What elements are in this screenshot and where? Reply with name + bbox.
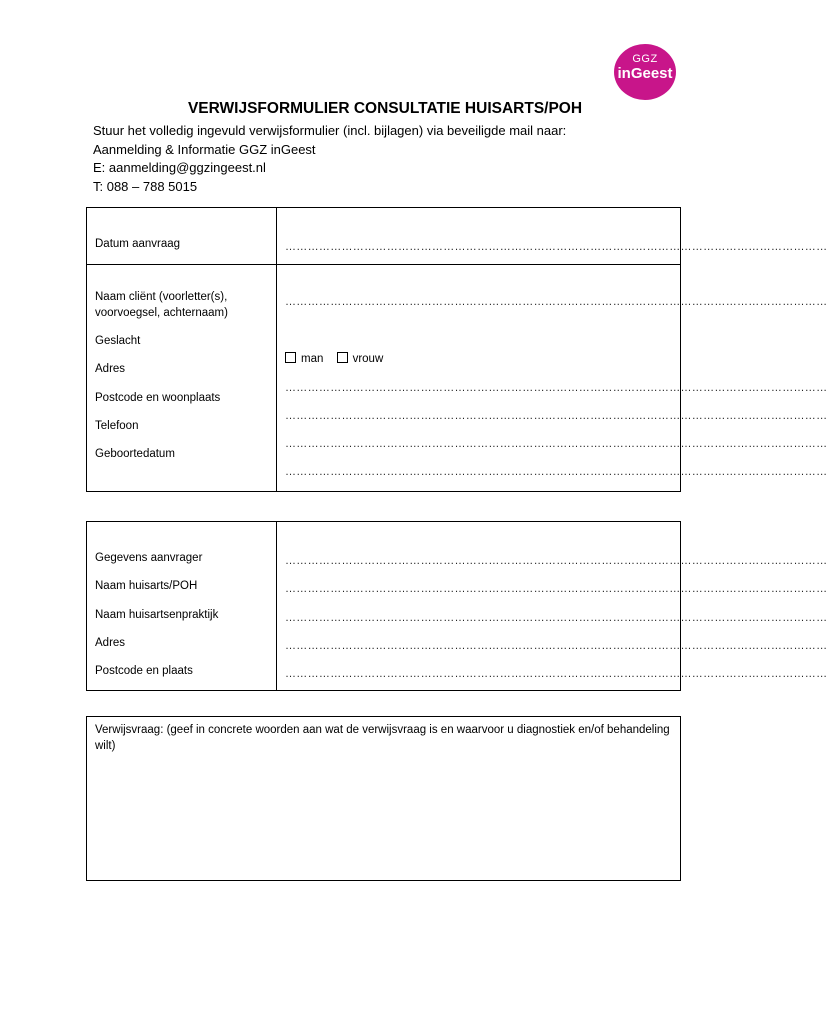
checkbox-icon[interactable] xyxy=(285,352,296,363)
postcode-woonplaats-field[interactable]: ……………………………………………………………………………………………………………………………… xyxy=(285,410,827,422)
adres-label: Adres xyxy=(95,363,126,375)
ggz-ingeest-logo xyxy=(614,44,676,100)
logo-text-ggz: GGZ xyxy=(632,53,658,65)
telefoon-label: Telefoon xyxy=(95,420,139,432)
logo-text-ingeest: inGeest xyxy=(617,65,673,82)
page-title: VERWIJSFORMULIER CONSULTATIE HUISARTS/POH xyxy=(187,100,583,117)
datum-aanvraag-label: Datum aanvraag xyxy=(95,238,181,250)
geslacht-label: Geslacht xyxy=(95,335,141,347)
gegevens-aanvrager-label: Gegevens aanvrager xyxy=(95,552,203,564)
praktijk-postcode-field[interactable]: ……………………………………………………………………………………………………………………………… xyxy=(285,668,827,680)
praktijk-postcode-label: Postcode en plaats xyxy=(95,665,193,677)
requester-table-column-divider xyxy=(276,521,277,691)
client-table-row-divider xyxy=(86,264,681,265)
gegevens-aanvrager-field[interactable]: ……………………………………………………………………………………………………………………………… xyxy=(285,555,827,567)
datum-aanvraag-field[interactable]: ……………………………………………………………………………………………………………………………… xyxy=(285,241,827,253)
geboortedatum-field[interactable]: ……………………………………………………………………………………………………………………………… xyxy=(285,466,827,478)
intro-department: Aanmelding & Informatie GGZ inGeest xyxy=(93,141,316,157)
intro-phone: T: 088 – 788 5015 xyxy=(93,178,198,194)
naam-client-label-line1: Naam cliënt (voorletter(s), xyxy=(95,291,228,303)
adres-field[interactable]: ……………………………………………………………………………………………………………………………… xyxy=(285,382,827,394)
checkbox-icon[interactable] xyxy=(337,352,348,363)
gender-option-man[interactable] xyxy=(285,352,323,365)
postcode-woonplaats-label: Postcode en woonplaats xyxy=(95,392,221,404)
client-table-column-divider xyxy=(276,207,277,492)
praktijk-adres-label: Adres xyxy=(95,637,126,649)
naam-huisarts-label: Naam huisarts/POH xyxy=(95,580,198,592)
naam-praktijk-label: Naam huisartsenpraktijk xyxy=(95,609,219,621)
naam-client-field[interactable]: ……………………………………………………………………………………………………………………………… xyxy=(285,296,827,308)
intro-instruction: Stuur het volledig ingevuld verwijsformulier (incl. bijlagen) via beveiligde mail naar: xyxy=(93,123,567,138)
telefoon-field[interactable]: ……………………………………………………………………………………………………………………………… xyxy=(285,438,827,450)
intro-text xyxy=(93,122,566,196)
geslacht-options xyxy=(285,352,393,365)
intro-email: E: aanmelding@ggzingeest.nl xyxy=(93,160,266,175)
gender-option-man-label: man xyxy=(301,353,324,365)
geboortedatum-label: Geboortedatum xyxy=(95,448,175,460)
praktijk-adres-field[interactable]: ……………………………………………………………………………………………………………………………… xyxy=(285,640,827,652)
naam-client-label-line2: voorvoegsel, achternaam) xyxy=(95,307,228,319)
gender-option-vrouw-label: vrouw xyxy=(352,353,384,365)
gender-option-vrouw[interactable] xyxy=(337,352,384,365)
naam-praktijk-field[interactable]: ……………………………………………………………………………………………………………………………… xyxy=(285,612,827,624)
verwijsvraag-label: Verwijsvraag: (geef in concrete woorden aan wat de verwijsvraag is en waarvoor u diagnostiek en/of behandeling wilt) xyxy=(95,724,670,752)
naam-huisarts-field[interactable]: ……………………………………………………………………………………………………………………………… xyxy=(285,583,827,595)
